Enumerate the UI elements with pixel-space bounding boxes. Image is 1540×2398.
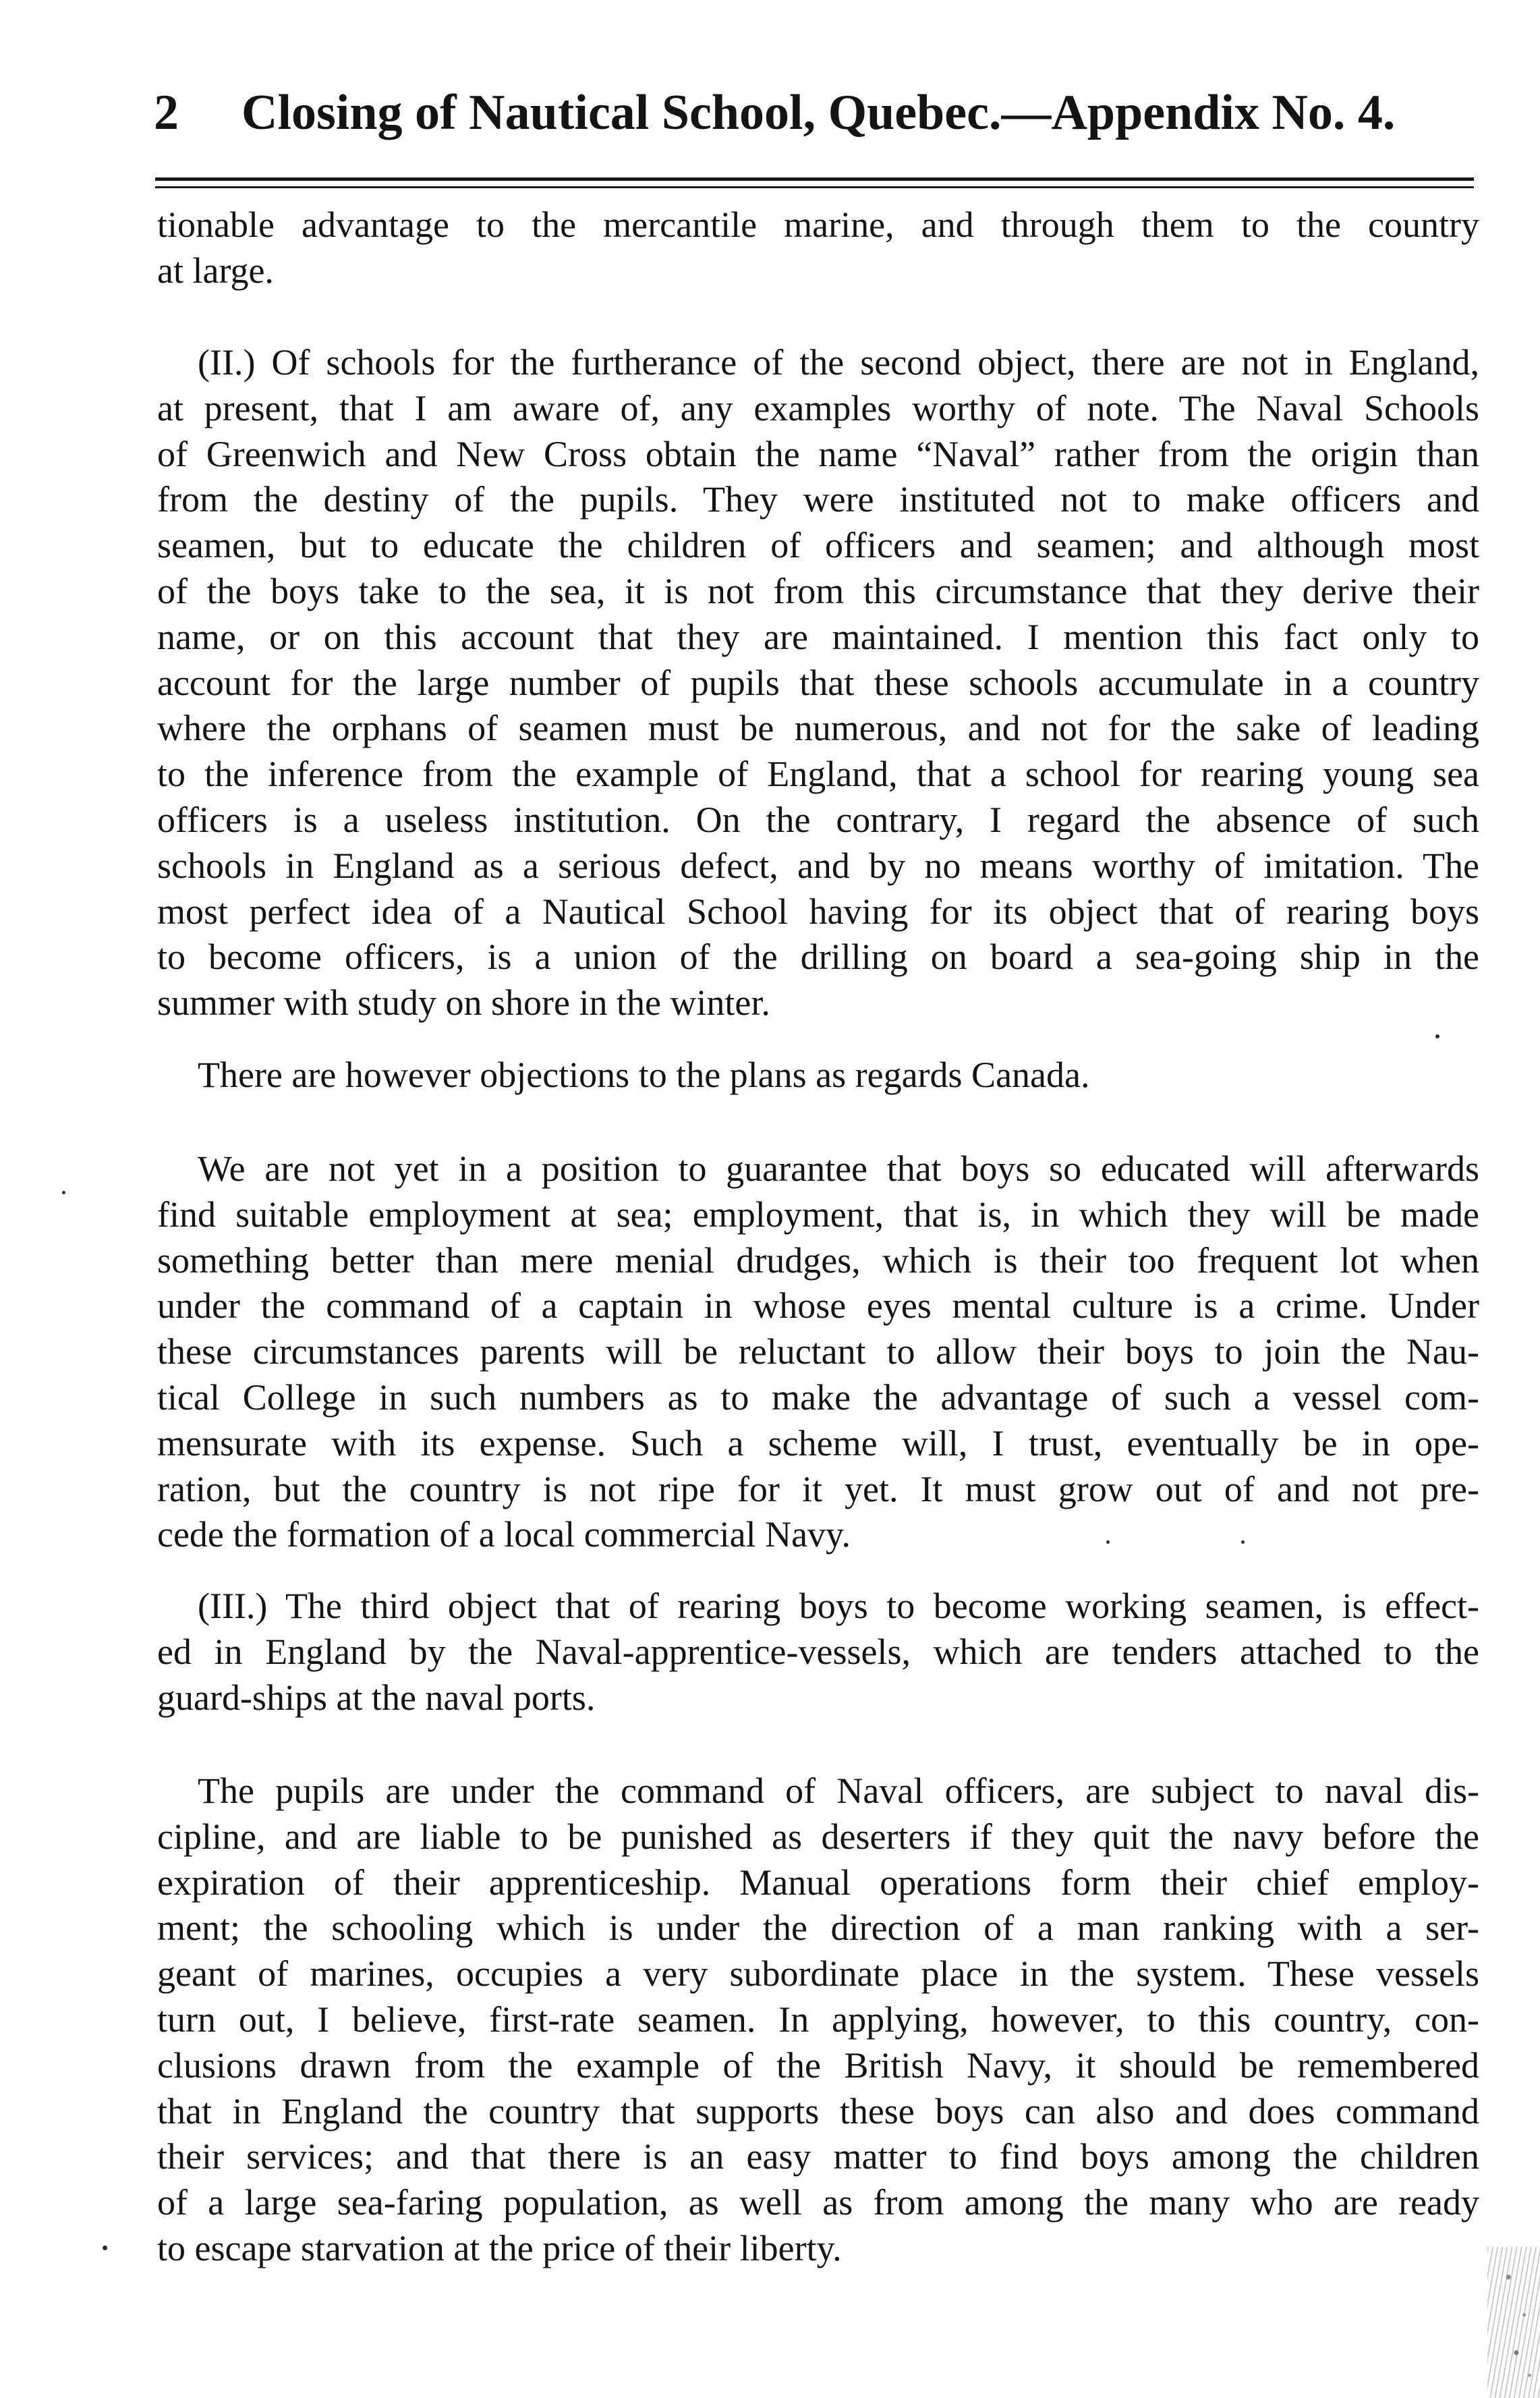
text-line: ment; the schooling which is under the direction of a man ranking with a ser- <box>157 1907 1479 1949</box>
scan-speck <box>103 2246 107 2250</box>
text-line: name, or on this account that they are maintained. I mention this fact only to <box>157 616 1479 657</box>
text-line: (II.) Of schools for the furtherance of the second object, there are not in England, <box>198 342 1479 383</box>
text-line: cipline, and are liable to be punished as deserters if they quit the navy before the <box>157 1816 1479 1857</box>
text-line: guard-ships at the naval ports. <box>157 1677 596 1718</box>
text-line: at present, that I am aware of, any examples worthy of note. The Naval Schools <box>157 387 1479 428</box>
text-line: find suitable employment at sea; employment, that is, in which they will be made <box>157 1194 1479 1235</box>
text-line: summer with study on shore in the winter. <box>157 982 770 1024</box>
scan-speck <box>1435 1034 1439 1038</box>
text-line: their services; and that there is an easy matter to find boys among the children <box>157 2136 1479 2177</box>
header-rule-thin <box>155 186 1474 188</box>
text-line: to the inference from the example of England, that a school for rearing young sea <box>157 754 1479 795</box>
text-line: tionable advantage to the mercantile marine, and through them to the country <box>157 204 1479 245</box>
page-header <box>154 76 1476 150</box>
text-line: that in England the country that supports these boys can also and does command <box>157 2090 1479 2131</box>
header-rule-thick <box>155 177 1474 181</box>
paragraph-4 <box>157 1146 1479 1558</box>
text-line: these circumstances parents will be reluctant to allow their boys to join the Nau- <box>157 1331 1479 1372</box>
text-line: where the orphans of seamen must be numerous, and not for the sake of leading <box>157 708 1479 749</box>
scan-speck <box>62 1191 65 1194</box>
text-line: most perfect idea of a Nautical School having for its object that of rearing boys <box>157 891 1479 932</box>
text-line: account for the large number of pupils that these schools accumulate in a country <box>157 662 1479 703</box>
scan-speck <box>1241 1540 1245 1544</box>
paragraph-2 <box>157 340 1479 1026</box>
paragraph-3 <box>157 1053 1479 1098</box>
text-line: of a large sea-faring population, as well as from among the many who are ready <box>157 2182 1479 2223</box>
text-line: clusions drawn from the example of the British Navy, it should be remembered <box>157 2044 1479 2086</box>
text-line: tical College in such numbers as to make the advantage of such a vessel com- <box>157 1376 1479 1418</box>
text-line: (III.) The third object that of rearing boys to become working seamen, is effect- <box>198 1586 1479 1626</box>
text-line: The pupils are under the command of Naval officers, are subject to naval dis- <box>198 1770 1479 1811</box>
page-number: 2 <box>154 85 179 140</box>
paragraph-1 <box>157 202 1479 294</box>
text-line: to escape starvation at the price of their liberty. <box>157 2227 842 2268</box>
text-line: cede the formation of a local commercial Navy. <box>157 1514 851 1555</box>
text-line: mensurate with its expense. Such a scheme will, I trust, eventually be in ope- <box>157 1422 1479 1463</box>
text-line: of Greenwich and New Cross obtain the name “Naval” rather from the origin than <box>157 433 1479 474</box>
paragraph-5 <box>157 1584 1479 1721</box>
text-line: something better than mere menial drudges, which is their too frequent lot when <box>157 1239 1479 1281</box>
text-line: seamen, but to educate the children of officers and seamen; and although most <box>157 525 1479 566</box>
text-line: ration, but the country is not ripe for it yet. It must grow out of and not pre- <box>157 1468 1479 1509</box>
text-line: to become officers, is a union of the drilling on board a sea-going ship in the <box>157 937 1479 978</box>
page-title: Closing of Nautical School, Quebec.—Appendix No. 4. <box>241 85 1396 140</box>
text-line: under the command of a captain in whose eyes mental culture is a crime. Under <box>157 1285 1479 1327</box>
text-line: turn out, I believe, first-rate seamen. In applying, however, to this country, con- <box>157 1999 1479 2040</box>
text-line: geant of marines, occupies a very subordinate place in the system. These vessels <box>157 1953 1479 1995</box>
text-line: of the boys take to the sea, it is not from this circumstance that they derive their <box>157 570 1479 611</box>
scan-edge-noise <box>1487 2247 1540 2398</box>
text-line: There are however objections to the plans as regards Canada. <box>198 1055 1090 1095</box>
text-line: We are not yet in a position to guarantee that boys so educated will afterwards <box>198 1148 1479 1189</box>
text-line: at large. <box>157 250 274 291</box>
text-line: from the destiny of the pupils. They were instituted not to make officers and <box>157 479 1479 520</box>
paragraph-6 <box>157 1768 1479 2272</box>
text-line: expiration of their apprenticeship. Manual operations form their chief employ- <box>157 1862 1479 1903</box>
scan-speck <box>1106 1540 1110 1544</box>
text-line: schools in England as a serious defect, and by no means worthy of imitation. The <box>157 845 1479 886</box>
text-line: ed in England by the Naval-apprentice-vessels, which are tenders attached to the <box>157 1631 1479 1672</box>
text-line: officers is a useless institution. On the contrary, I regard the absence of such <box>157 799 1479 840</box>
